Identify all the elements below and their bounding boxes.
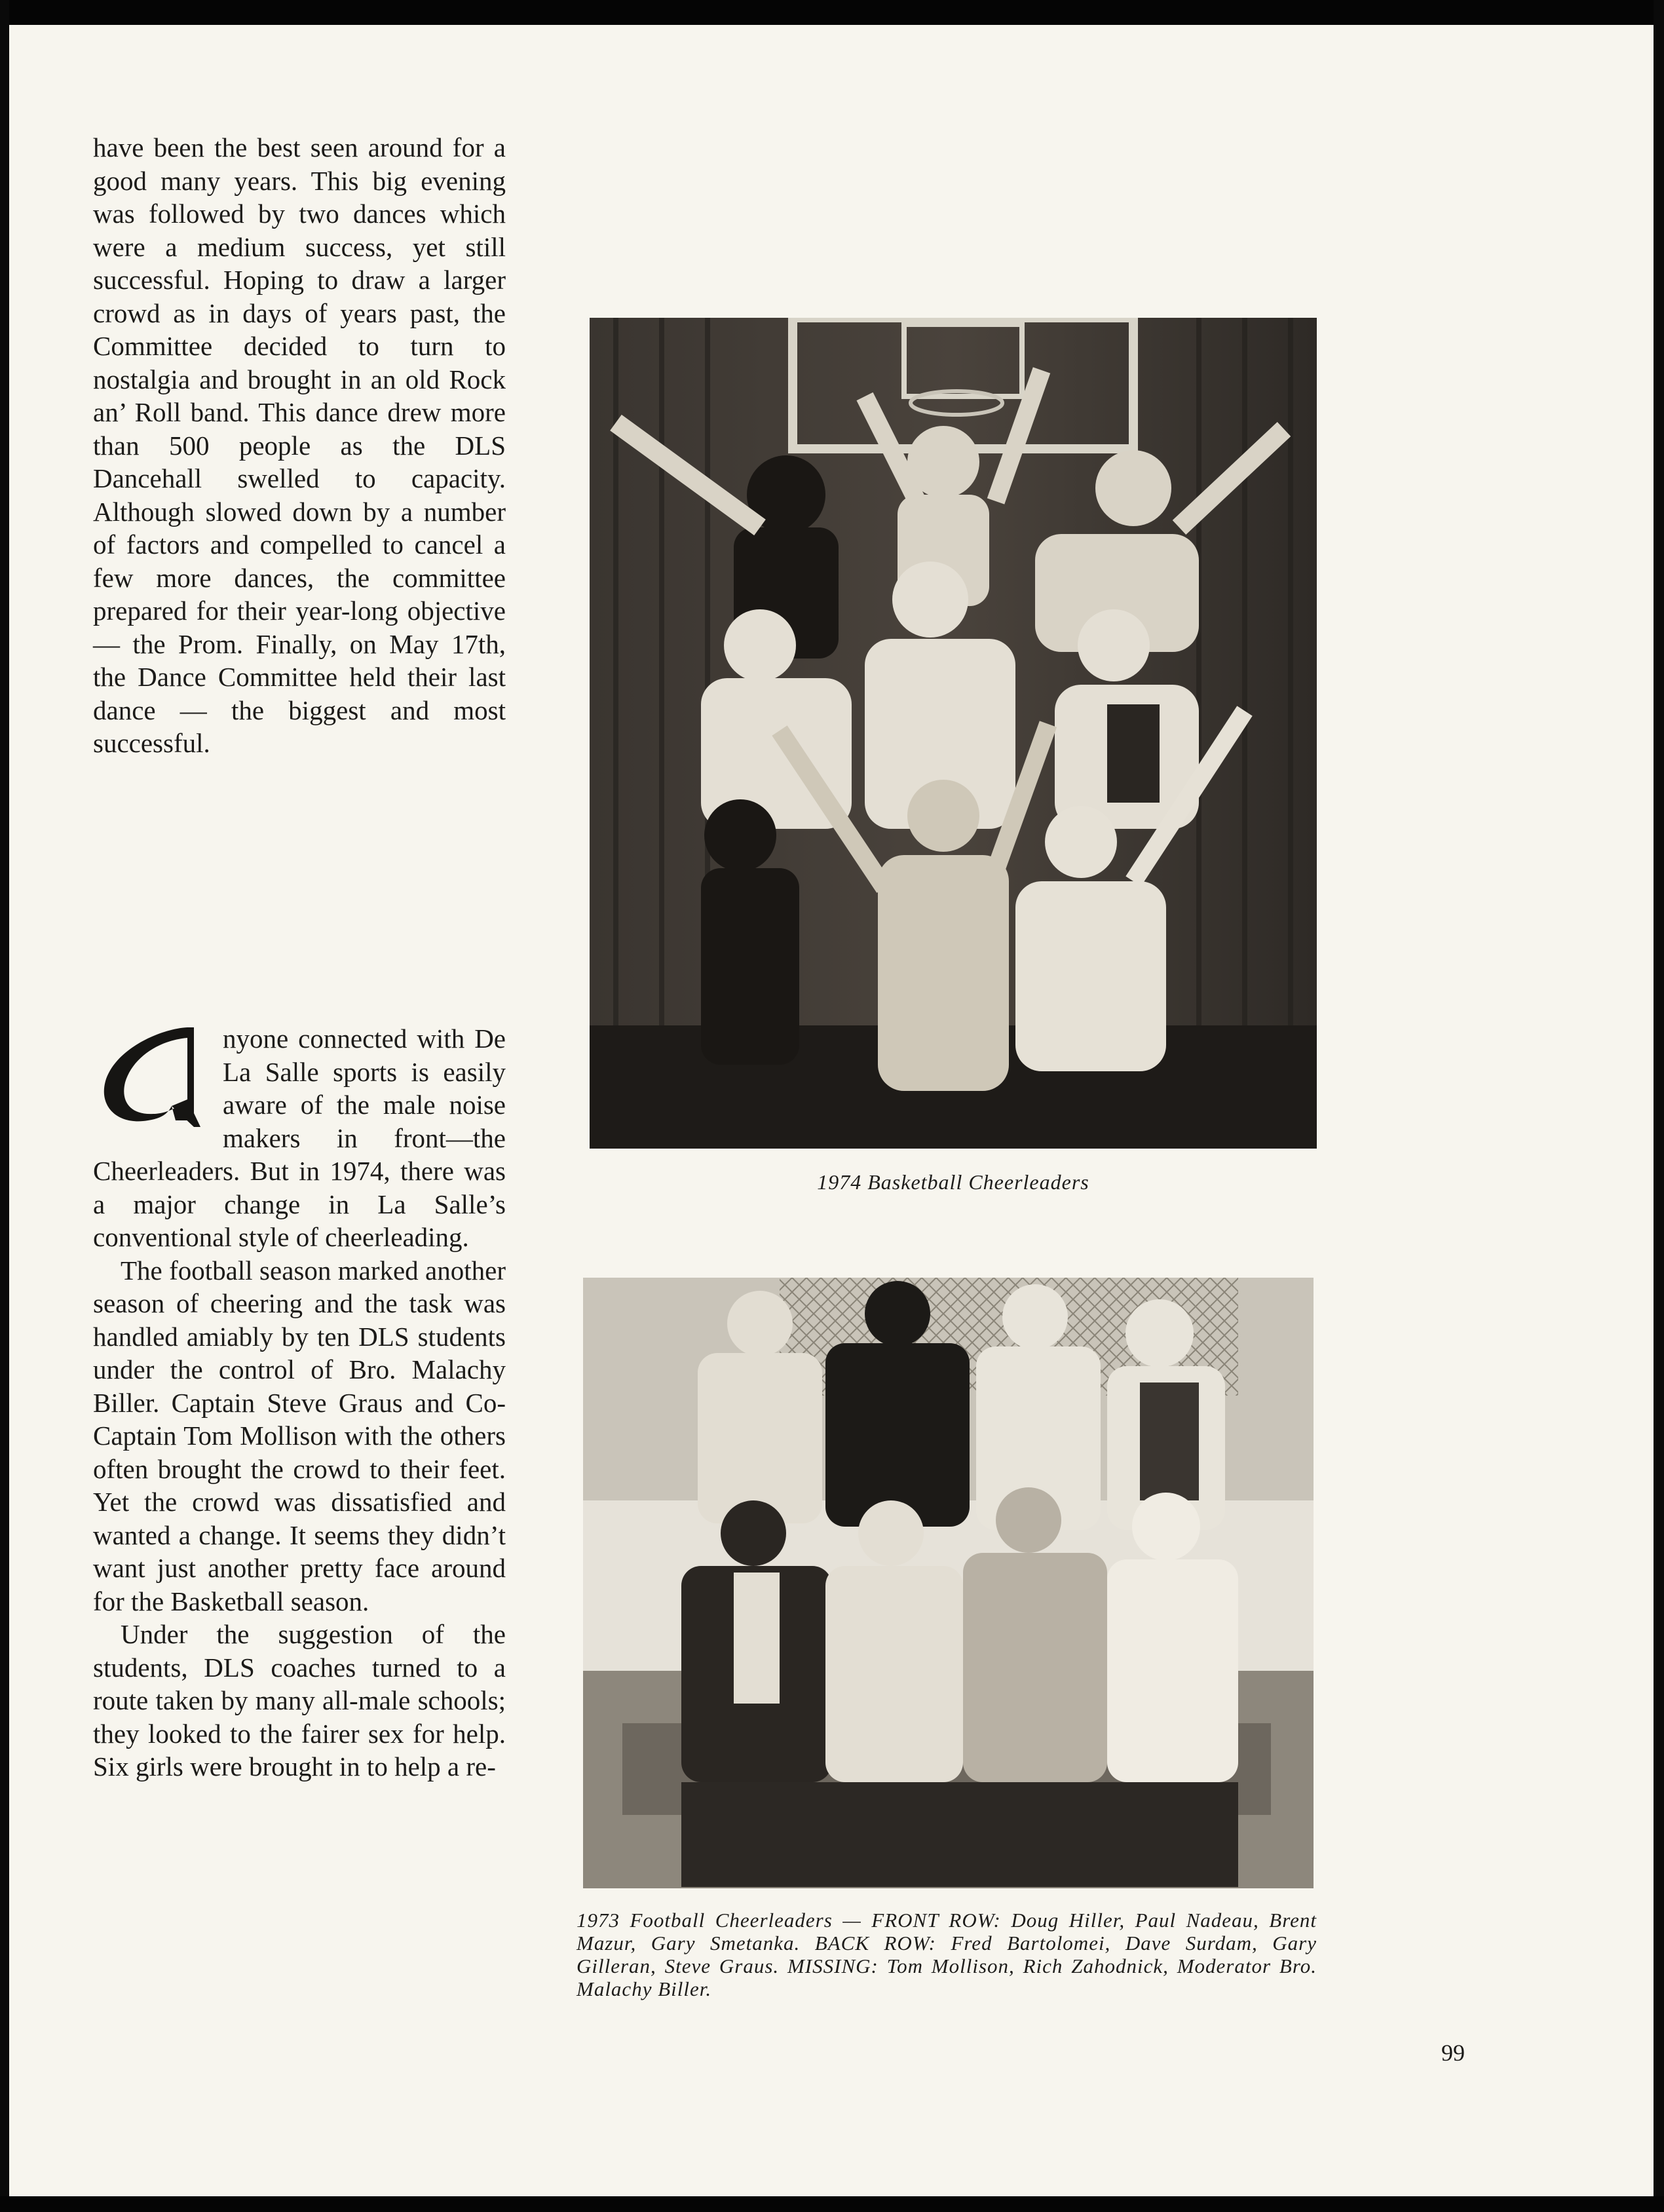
scan-border-right bbox=[1654, 0, 1664, 2212]
scan-border-top bbox=[0, 0, 1664, 25]
article-column-top bbox=[93, 131, 506, 760]
article-paragraph-cheerleaders-intro bbox=[93, 1022, 506, 1254]
page-number: 99 bbox=[1441, 2040, 1465, 2066]
article-paragraph-football-season: The football season marked another season of cheering and the task was handled amiably by ten DLS students under the control of Bro. Malachy Biller. Captain Steve Graus and Co-Captain Tom Mollison with the others often brought the crowd to their feet. Yet the crowd was dissatisfied and wanted a change. It seems they didn’t want just another pretty face around for the Basketball season. bbox=[93, 1255, 506, 1616]
article-column-bottom bbox=[93, 1022, 506, 1783]
scan-border-bottom bbox=[0, 2196, 1664, 2212]
basketball-photo-caption: 1974 Basketball Cheerleaders bbox=[817, 1170, 1089, 1194]
article-paragraph-suggestion: Under the suggestion of the students, DLS coaches turned to a route taken by many all-male schools; they looked to the fairer sex for help. Six girls were brought in to help a re- bbox=[93, 1619, 506, 1782]
basketball-cheerleaders-photo bbox=[590, 318, 1317, 1149]
article-paragraph-dances: have been the best seen around for a good many years. This big evening was followed by two dances which were a medium success, yet still successful. Hoping to draw a larger crowd as in days of years past, the Committee decided to turn to nostalgia and brought in an old Rock an’ Roll band. This dance drew more than 500 people as the DLS Dancehall swelled to capacity. Although slowed down by a number of factors and compelled to cancel a few more dances, the committee prepared for their year-long objective— the Prom. Finally, on May 17th, the Dance Committee held their last dance — the biggest and most successful. bbox=[93, 132, 506, 758]
football-cheerleaders-photo bbox=[583, 1278, 1314, 1888]
scan-border-left bbox=[0, 0, 9, 2212]
drop-cap-a bbox=[89, 1022, 217, 1132]
football-photo-caption: 1973 Football Cheerleaders — FRONT ROW: Doug Hiller, Paul Nadeau, Brent Mazur, Gary Smetanka. BACK ROW: Fred Bartolomei, Dave Surdam, Gary Gilleran, Steve Graus. MISSING: Tom Mollison, Rich Zahodnick, Moderator Bro. Malachy Biller. bbox=[577, 1909, 1317, 2000]
article-paragraph-cheerleaders-intro-text: nyone connected with De La Salle sports is easily aware of the male noise makers in front—the Cheerleaders. But in 1974, there was a major change in La Salle’s conventional style of cheerleading. bbox=[93, 1023, 506, 1252]
